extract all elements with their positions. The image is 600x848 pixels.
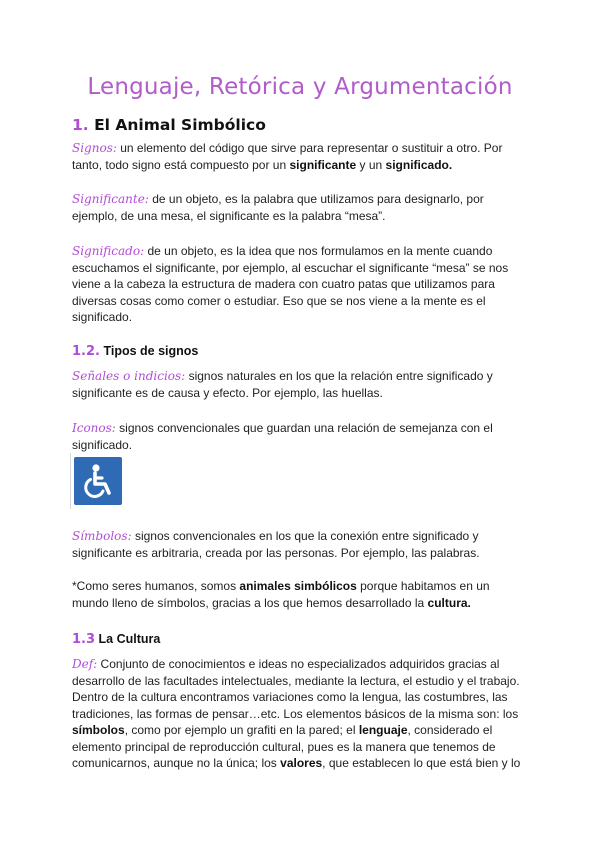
section-heading-1-3 [72,632,160,647]
paragraph-iconos: Iconos: signos convencionales que guardan una relación de semejanza con el significado. [72,421,493,452]
term-def: Def: [72,657,98,671]
paragraph-significado: Significado: de un objeto, es la idea que nos formulamos en la mente cuando escuchamos el significante, por ejemplo, al escuchar el significante “mesa” se nos viene a la cabeza la estructura de madera con cuatro patas que utilizamos para diversas cosas como comer o estudiar. Eso que se nos viene a la mente es el significado. [72,244,509,324]
paragraph-simbolos: Símbolos: signos convencionales en los que la conexión entre significado y significante es arbitraria, creada por las personas. Por ejemplo, las palabras. [72,529,480,560]
term-senales: Señales o indicios: [72,369,186,383]
paragraph-signos: Signos: un elemento del código que sirve para representar o sustituir a otro. Por tanto, todo signo está compuesto por un significante y un significado. [72,141,503,172]
term-signos: Signos: [72,141,117,155]
term-significante: Significante: [72,192,149,206]
section-label: Tipos de signos [103,344,199,358]
paragraph-senales: Señales o indicios: signos naturales en los que la relación entre significado y significante es de causa y efecto. Por ejemplo, las huellas. [72,369,493,400]
paragraph-cultura: Def: Conjunto de conocimientos e ideas no especializados adquiridos gracias al desarrollo de las facultades intelectuales, mediante la lectura, el estudio y el trabajo. Dentro de la cultura encontramos variaciones como la lengua, las costumbres, las tradiciones, las formas de pensar…etc. Los elementos básicos de la misma son: los símbolos, como por ejemplo un grafiti en la pared; el lenguaje, considerado el elemento principal de reproducción cultural, pues es la manera que tenemos de comunicarnos, aunque no la única; los valores, que establecen lo que está bien y lo [72,657,521,770]
section-heading-1 [72,116,266,134]
term-iconos: Iconos: [72,421,116,435]
section-number: 1.2. [72,344,100,359]
section-number: 1. [72,116,89,134]
term-simbolos: Símbolos: [72,529,132,543]
wheelchair-accessibility-icon [74,457,122,505]
paragraph-note: *Como seres humanos, somos animales simbólicos porque habitamos en un mundo lleno de símbolos, gracias a los que hemos desarrollado la cultura. [72,579,490,610]
section-label: El Animal Simbólico [94,116,266,134]
section-label: La Cultura [98,632,161,646]
paragraph-significante: Significante: de un objeto, es la palabra que utilizamos para designarlo, por ejemplo, de una mesa, el significante es la palabra “mesa”. [72,192,484,223]
term-significado: Significado: [72,244,145,258]
document-title: Lenguaje, Retórica y Argumentación [87,74,513,100]
section-number: 1.3 [72,632,96,647]
section-heading-1-2 [72,344,198,359]
